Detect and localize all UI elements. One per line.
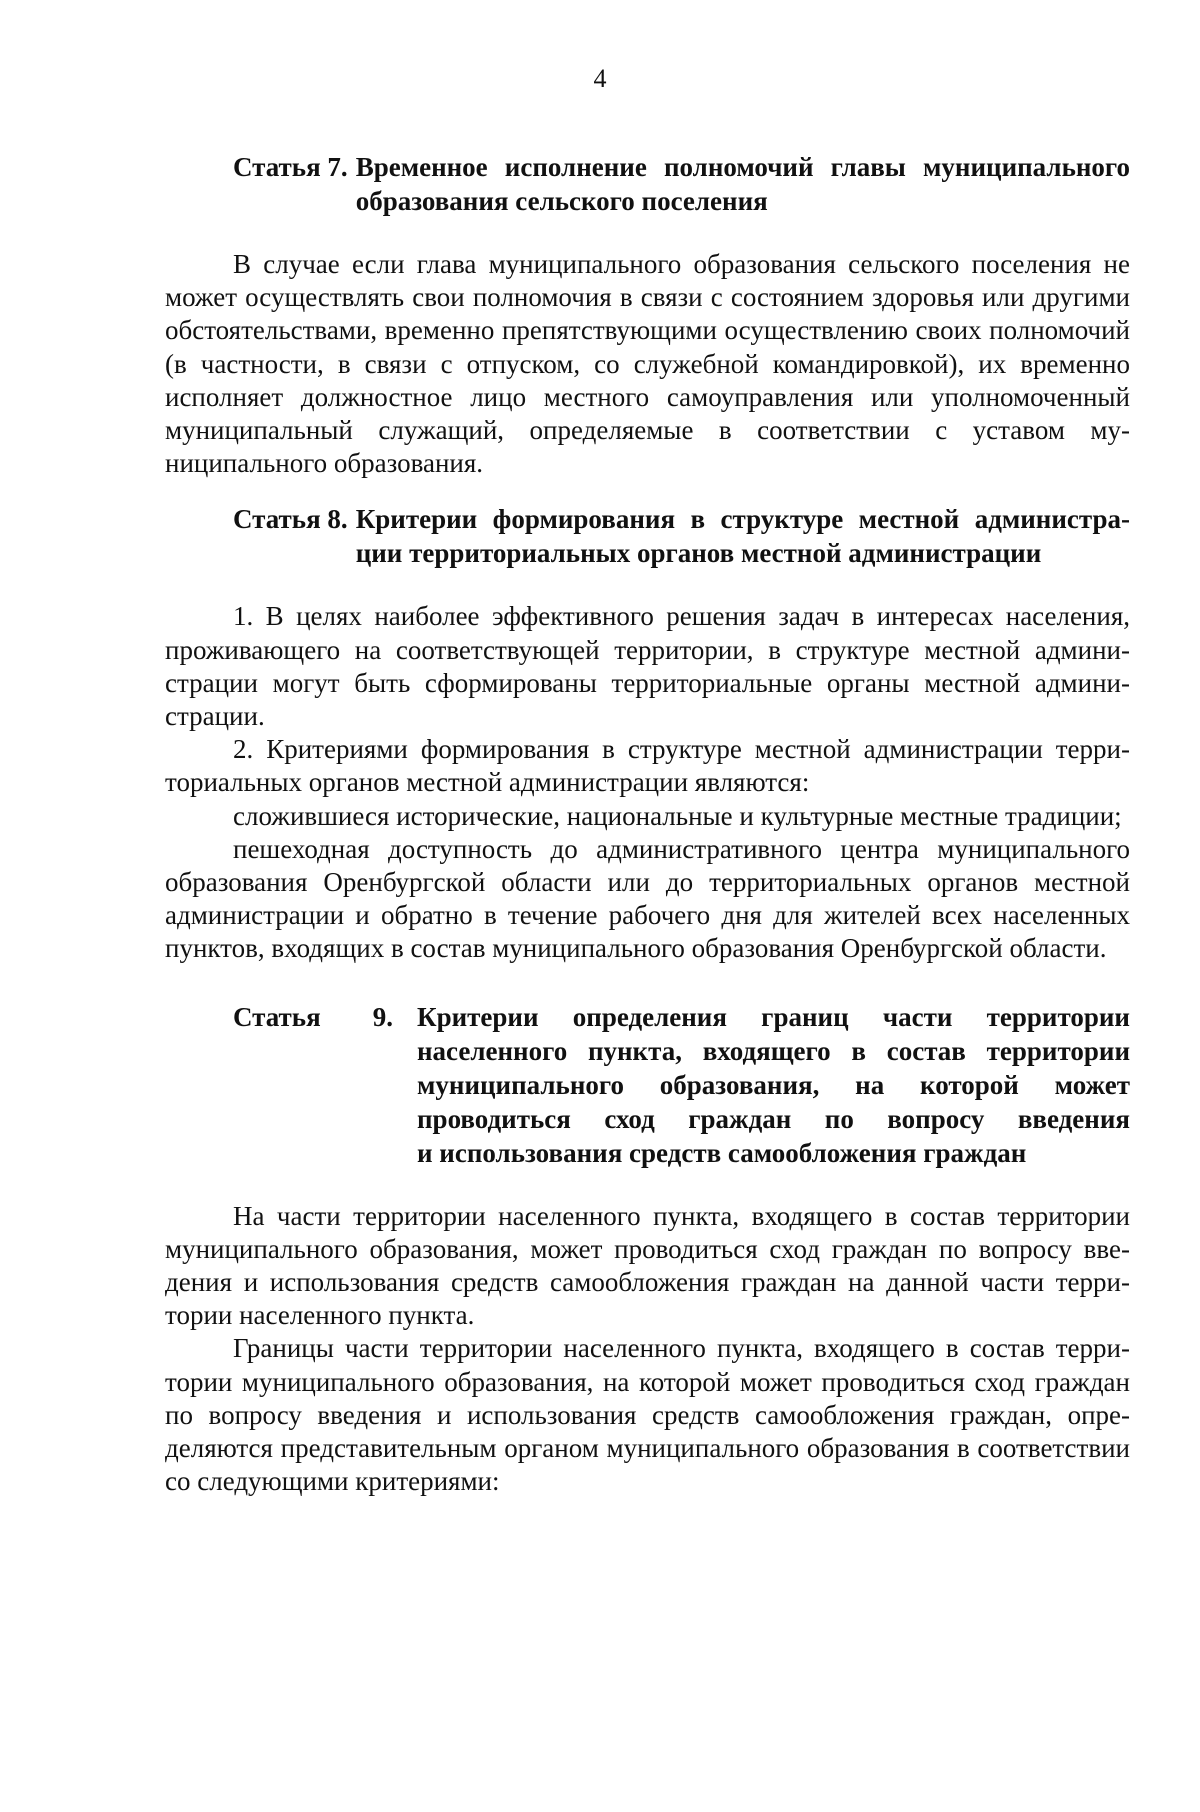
page-number: 4	[593, 64, 607, 93]
article-9-label-word: Статья	[233, 1001, 321, 1032]
article-9-title	[393, 1000, 1130, 1170]
article-9-paragraph: На части территории населенного пункта, входящего в состав территории муниципального образования, может проводиться сход граждан по вопросу введения и использования средств самообложения граждан на данной части территории населенного пункта.	[165, 1200, 1130, 1331]
article-9-title-line: Критерии определения границ части территории	[417, 1001, 1130, 1032]
document-body	[165, 150, 1130, 1498]
article-8-paragraph: 2. Критериями формирования в структуре местной администрации территориальных органов местной администрации являются:	[165, 734, 1130, 798]
article-9-paragraph: Границы части территории населенного пункта, входящего в состав территории муниципального образования, на которой может проводиться сход граждан по вопросу введения и использования средств самообложения граждан, определяются представительным органом муниципального образования в соответствии со следующими критериями:	[165, 1333, 1130, 1497]
article-7-paragraph: В случае если глава муниципального образования сельского поселения не может осуществлять свои полномочия в связи с состоянием здоровья или другими обстоятельствами, временно препятствующими осуществлению своих полномочий (в частности, в связи с отпуском, со служебной командировкой), их временно исполняет должностное лицо местного самоуправления или уполномоченный муниципальный служащий, определяемые в соответствии с уставом муниципального образования.	[165, 249, 1130, 479]
article-8-title-line: ции территориальных органов местной администрации	[355, 538, 1042, 569]
article-8-list-item: пешеходная доступность до административного центра муниципального образования Оренбургской области или до территориальных органов местной администрации и обратно в течение рабочего дня для жителей всех населенных пунктов, входящих в состав муниципального образования Оренбургской области.	[165, 833, 1130, 964]
article-8-label: Статья 8.	[233, 504, 348, 535]
article-7-title-line: образования сельского поселения	[355, 186, 768, 216]
article-7-title	[348, 150, 1130, 218]
article-8-heading	[165, 502, 1130, 570]
article-7-label: Статья 7.	[233, 152, 348, 182]
article-9-heading	[165, 1000, 1130, 1170]
article-9-title-line: и использования средств самообложения граждан	[417, 1137, 1027, 1168]
article-9-label	[165, 1000, 393, 1170]
article-8-list-item: сложившиеся исторические, национальные и культурные местные традиции;	[233, 800, 1122, 831]
article-7-heading	[165, 150, 1130, 218]
article-8-paragraph: 1. В целях наиболее эффективного решения задач в интересах населения, проживающего на соответствующей территории, в структуре местной администрации могут быть сформированы территориальные органы местной администрации.	[165, 601, 1130, 732]
article-8-title	[348, 502, 1130, 570]
article-9-label-number: 9.	[372, 1001, 393, 1032]
article-7-title-line: Временное исполнение полномочий главы муниципального	[355, 152, 1130, 182]
article-9-title-line: проводиться сход граждан по вопросу введения	[417, 1103, 1130, 1134]
article-9-title-line: населенного пункта, входящего в состав территории	[417, 1035, 1130, 1066]
article-8-title-line: Критерии формирования в структуре местной администра-	[355, 504, 1130, 535]
article-9-title-line: муниципального образования, на которой может	[417, 1069, 1130, 1100]
